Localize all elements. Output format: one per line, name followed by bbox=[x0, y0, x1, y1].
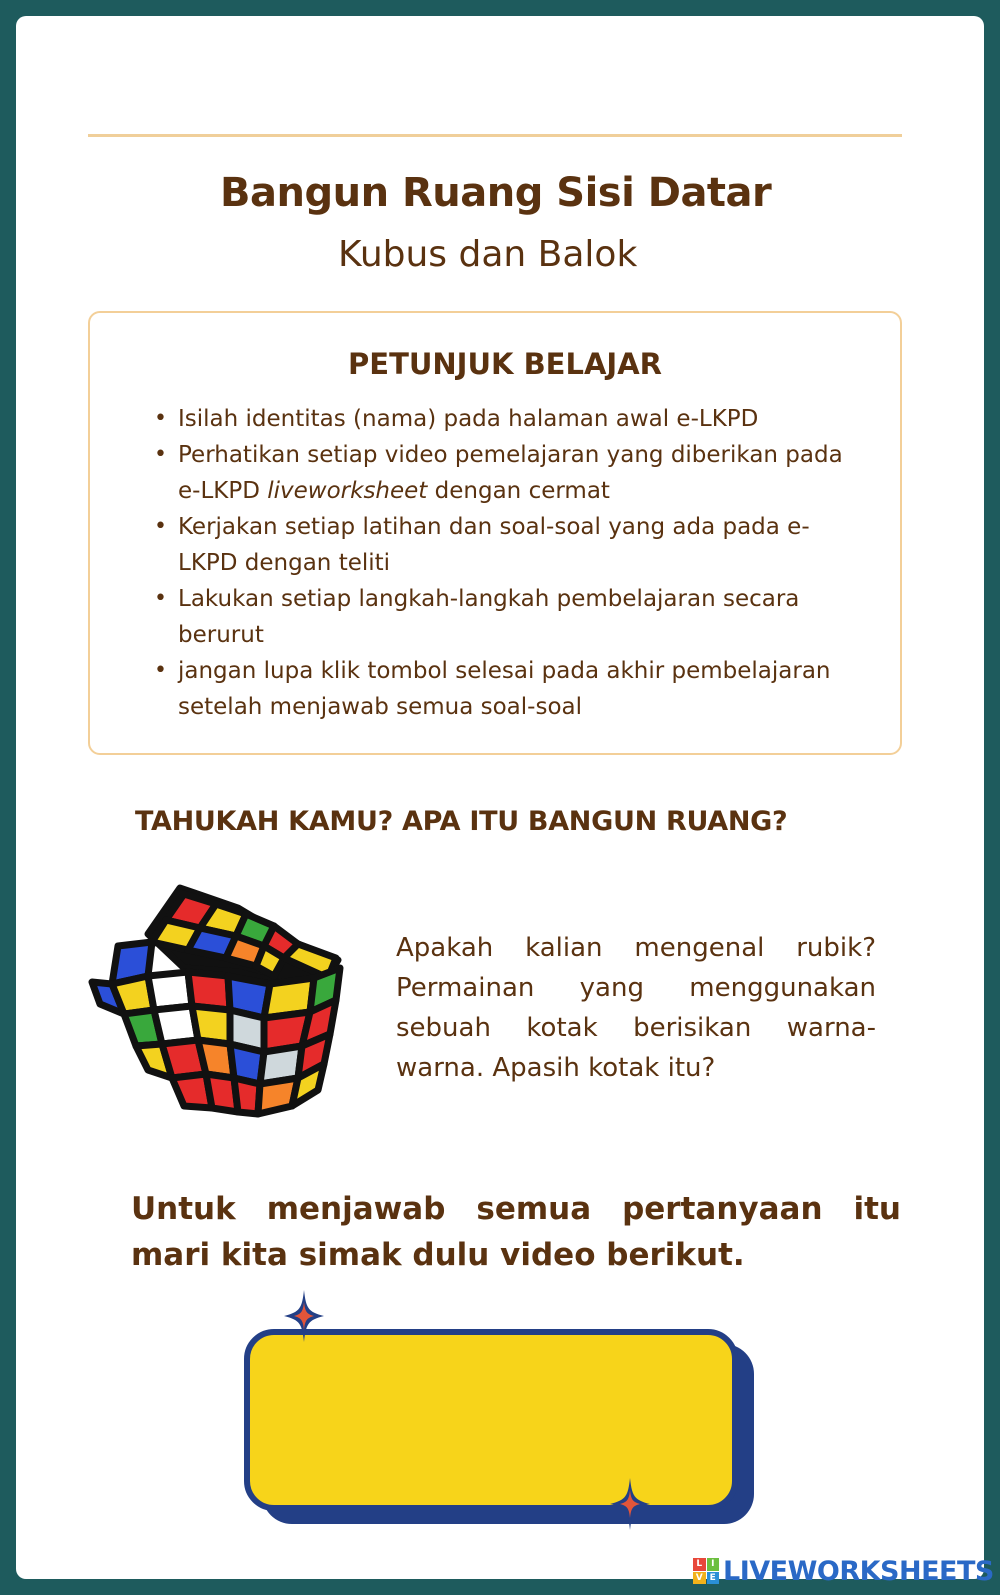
rubik-paragraph: Apakah kalian mengenal rubik? Permainan yang menggunakan sebuah kotak berisikan warna-warna. Apasih kotak itu? bbox=[396, 933, 876, 1083]
logo-grid-icon bbox=[693, 1558, 719, 1584]
rubiks-cube-image bbox=[88, 884, 353, 1149]
logo-letter: L bbox=[693, 1558, 706, 1571]
instruction-item bbox=[154, 509, 854, 581]
video-intro-paragraph: Untuk menjawab semua pertanyaan itu mari kita simak dulu video berikut. bbox=[131, 1191, 901, 1273]
logo-letter: E bbox=[707, 1572, 720, 1585]
instruction-item bbox=[154, 581, 854, 653]
instruction-text: jangan lupa klik tombol selesai pada akhir pembelajaran setelah menjawab semua soal-soal bbox=[178, 658, 831, 720]
video-placeholder[interactable] bbox=[244, 1329, 738, 1511]
logo-letter: I bbox=[707, 1558, 720, 1571]
liveworksheets-logo[interactable] bbox=[693, 1556, 994, 1586]
instruction-emphasis: liveworksheet bbox=[267, 478, 428, 504]
sparkle-icon bbox=[610, 1478, 650, 1530]
section-heading: TAHUKAH KAMU? APA ITU BANGUN RUANG? bbox=[135, 806, 788, 837]
sparkle-icon bbox=[284, 1290, 324, 1342]
top-divider bbox=[88, 134, 902, 137]
logo-text: LIVEWORKSHEETS bbox=[723, 1555, 994, 1587]
instruction-text: Perhatikan setiap video pemelajaran yang diberikan pada e-LKPD bbox=[178, 442, 843, 504]
instruction-item bbox=[154, 653, 854, 725]
instruction-item bbox=[154, 437, 854, 509]
instruction-text: Kerjakan setiap latihan dan soal-soal yang ada pada e-LKPD dengan teliti bbox=[178, 514, 810, 576]
instruction-item bbox=[154, 401, 854, 437]
page-subtitle: Kubus dan Balok bbox=[338, 234, 638, 275]
instruction-text: Isilah identitas (nama) pada halaman awal e-LKPD bbox=[178, 406, 759, 432]
instructions-list bbox=[154, 401, 854, 725]
instructions-heading: PETUNJUK BELAJAR bbox=[348, 347, 662, 381]
rubiks-cube-icon bbox=[88, 884, 353, 1149]
page-title: Bangun Ruang Sisi Datar bbox=[220, 170, 772, 216]
logo-letter: V bbox=[693, 1572, 706, 1585]
instructions-box bbox=[88, 311, 902, 755]
instruction-text: dengan cermat bbox=[427, 478, 610, 504]
instruction-text: Lakukan setiap langkah-langkah pembelajaran secara berurut bbox=[178, 586, 800, 648]
